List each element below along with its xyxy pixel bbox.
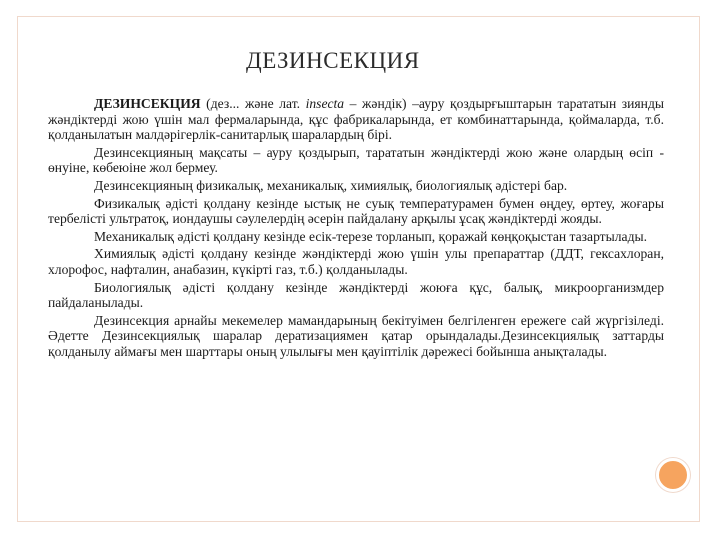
paragraph-regulation: Дезинсекция арнайы мекемелер мамандарының бекітуімен белгіленген ережеге сай жүргізіледі. Әдетте Дезинсекциялық шаралар дератизациямен қатар орындалады.Дезинсекциялық заттарды қолданылу аймағы мен шарттары оның улылығы мен қауіптілік дәрежесі бойынша анықталады. — [48, 312, 664, 359]
paragraph-mechanical: Механикалық әдісті қолдану кезінде есік-терезе торланып, қоражай көңқоқыстан тазартылады. — [94, 228, 648, 244]
latin-word: insecta — [305, 96, 345, 111]
definition-text-a: (дез... және лат. — [200, 96, 306, 111]
decorative-circle-icon — [656, 458, 690, 492]
paragraph-definition — [48, 96, 664, 143]
paragraph-biological: Биологиялық әдісті қолдану кезінде жәндіктерді жоюға құс, балық, микроорганизмдер пайдаланылады. — [48, 279, 664, 311]
paragraph-methods: Дезинсекцияның физикалық, механикалық, химиялық, биологиялық әдістері бар. — [94, 177, 568, 193]
slide-body — [48, 96, 664, 362]
paragraph-purpose: Дезинсекцияның мақсаты – ауру қоздырып, тарататын жәндіктерді жою және олардың өсіп - өнуіне, көбеюіне жол бермеу. — [48, 144, 664, 176]
paragraph-chemical: Химиялық әдісті қолдану кезінде жәндіктерді жою үшін улы препараттар (ДДТ, гексахлоран, хлорофос, нафталин, анабазин, күкірті газ, т.б.) қолданылады. — [48, 246, 664, 277]
term-bold: ДЕЗИНСЕКЦИЯ — [94, 96, 201, 111]
paragraph-physical: Физикалық әдісті қолдану кезінде ыстық не суық температурамен бумен өңдеу, өртеу, жоғары тербелісті ультратоқ, иондаушы сәулелердің әсерін пайдалану арқылы ұсақ жәндіктерді жояды. — [48, 195, 664, 227]
slide-title: ДЕЗИНСЕКЦИЯ — [246, 48, 420, 73]
definition-text-b: – жәндік) –ауру қоздырғыштарын тарататын зиянды жәндіктерді жою үшін мал фермаларында, құс фабрикаларында, ет комбинаттарында, қоймаларда, т.б. қолданылатын малдәрігерлік-санитарлық шаралардың бірі. — [48, 96, 664, 143]
